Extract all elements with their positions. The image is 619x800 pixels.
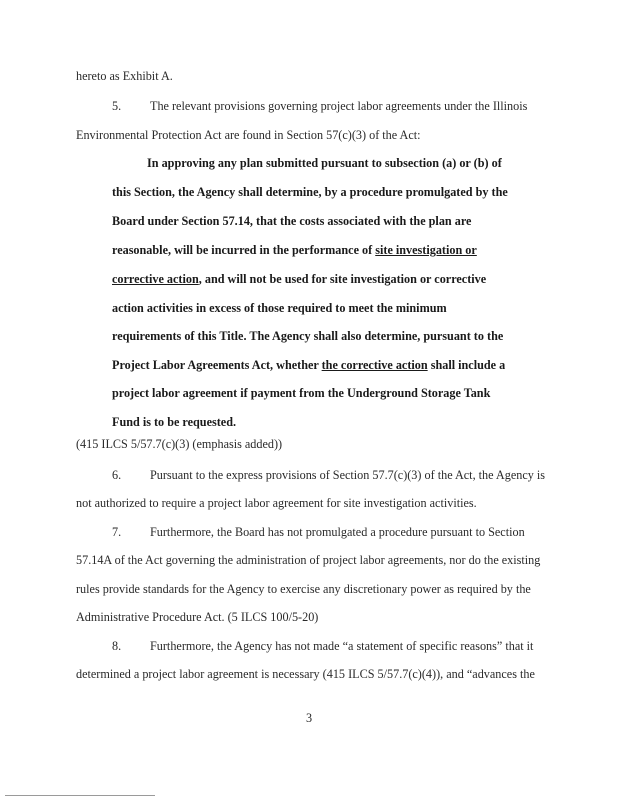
para6-number: 6. xyxy=(112,468,122,482)
quote-line-8-text: Project Labor Agreements Act, whether xyxy=(112,358,322,372)
para6-line1: Pursuant to the express provisions of Section 57.7(c)(3) of the Act, the Agency is xyxy=(150,468,546,482)
para5-line2: Environmental Protection Act are found in Section 57(c)(3) of the Act: xyxy=(76,128,421,142)
quote-line-8-tail: shall include a xyxy=(427,358,506,372)
para7-number: 7. xyxy=(112,525,122,539)
quote-line-9: project labor agreement if payment from the Underground Storage Tank xyxy=(112,386,491,400)
para5-number: 5. xyxy=(112,99,122,113)
para6-line2: not authorized to require a project labor agreement for site investigation activities. xyxy=(76,496,477,510)
quote-line-4-text: reasonable, will be incurred in the performance of xyxy=(112,243,376,257)
para5-line1: The relevant provisions governing project labor agreements under the Illinois xyxy=(150,99,528,113)
para8-line1: Furthermore, the Agency has not made “a statement of specific reasons” that it xyxy=(150,639,534,653)
quote-line-3: Board under Section 57.14, that the costs associated with the plan are xyxy=(112,214,472,228)
para8-line2: determined a project labor agreement is necessary (415 ILCS 5/57.7(c)(4)), and “advances the xyxy=(76,667,535,681)
quote-line-2: this Section, the Agency shall determine, by a procedure promulgated by the xyxy=(112,185,508,199)
quote-line-4 xyxy=(112,244,477,256)
para7-line2: 57.14A of the Act governing the administration of project labor agreements, nor do the existing xyxy=(76,553,541,567)
para7-line3: rules provide standards for the Agency to exercise any discretionary power as required by the xyxy=(76,582,531,596)
quote-line-7: requirements of this Title. The Agency shall also determine, pursuant to the xyxy=(112,329,504,343)
para7-line1: Furthermore, the Board has not promulgated a procedure pursuant to Section xyxy=(150,525,525,539)
quote-citation: (415 ILCS 5/57.7(c)(3) (emphasis added)) xyxy=(76,437,283,451)
quote-line-5-text: , and will not be used for site investigation or corrective xyxy=(198,272,487,286)
quote-line-10: Fund is to be requested. xyxy=(112,415,237,429)
quote-line-5 xyxy=(112,273,486,285)
quote-emphasis-site-investigation: site investigation or xyxy=(375,243,477,257)
quote-line-8 xyxy=(112,359,505,371)
quote-line-1: In approving any plan submitted pursuant to subsection (a) or (b) of xyxy=(147,156,502,170)
quote-line-6: action activities in excess of those required to meet the minimum xyxy=(112,301,447,315)
quote-emphasis-the-corrective-action: the corrective action xyxy=(321,358,428,372)
continuation-text: hereto as Exhibit A. xyxy=(76,69,173,83)
page-number: 3 xyxy=(306,711,313,725)
para7-line4: Administrative Procedure Act. (5 ILCS 100/5-20) xyxy=(76,610,319,624)
quote-emphasis-corrective-action: corrective action xyxy=(112,272,199,286)
footer-rule xyxy=(5,795,155,796)
para8-number: 8. xyxy=(112,639,122,653)
